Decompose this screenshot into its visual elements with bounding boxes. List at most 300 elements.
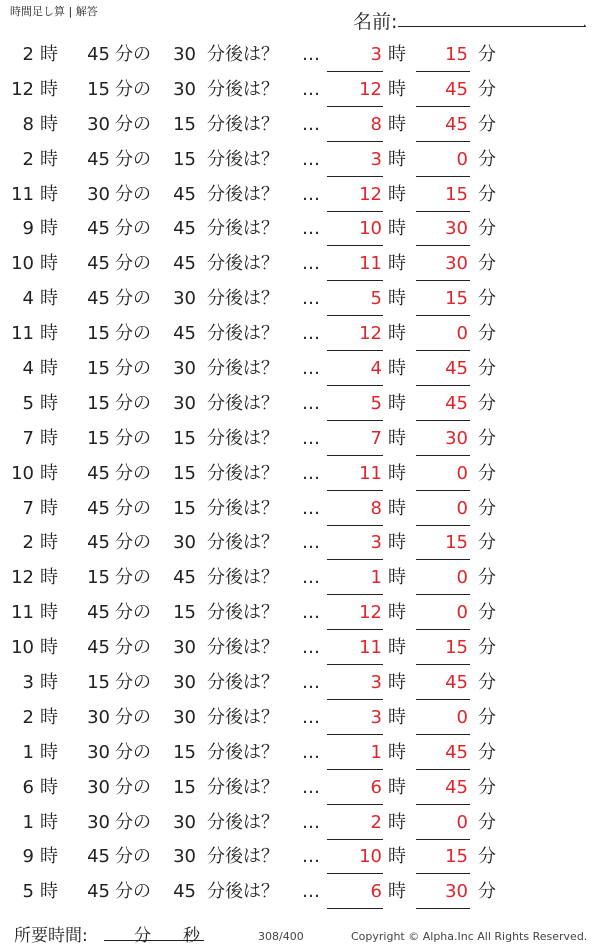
problem-row: [0, 666, 600, 701]
answer-hour: 10: [359, 218, 382, 240]
answer-hour-label: 時: [388, 113, 406, 135]
added-minutes: 30: [173, 44, 196, 65]
answer-minute-underline: [416, 769, 470, 770]
minutes-later-label: 分後は？: [207, 532, 279, 554]
answer-hour-label: 時: [388, 427, 406, 449]
answer-minute: 30: [445, 881, 468, 903]
time-minute-unit: 分: [134, 926, 151, 946]
answer-minute-label: 分: [478, 183, 496, 205]
start-minute: 30: [87, 183, 110, 205]
start-minute: 45: [87, 288, 110, 310]
added-minutes: 15: [173, 113, 196, 135]
answer-hour-underline: [327, 176, 383, 177]
start-minute: 15: [87, 672, 110, 694]
minute-of-label: 分の: [115, 532, 151, 554]
start-minute: 15: [87, 323, 110, 345]
problem-row: [0, 282, 600, 317]
start-hour: 3: [22, 672, 34, 694]
added-minutes: 45: [173, 881, 196, 903]
hour-label: 時: [40, 776, 58, 798]
answer-hour: 5: [370, 288, 382, 310]
answer-hour-label: 時: [388, 602, 406, 624]
answer-minute: 15: [445, 532, 468, 554]
answer-hour-underline: [327, 245, 383, 246]
answer-hour-label: 時: [388, 776, 406, 798]
answer-minute-label: 分: [478, 462, 496, 484]
answer-minute-underline: [416, 385, 470, 386]
answer-minute-label: 分: [478, 323, 496, 345]
answer-hour-label: 時: [388, 637, 406, 659]
answer-hour: 12: [359, 78, 382, 100]
answer-minute: 45: [445, 741, 468, 763]
answer-minute-underline: [416, 699, 470, 700]
problem-list: [0, 38, 600, 910]
added-minutes: 15: [173, 776, 196, 798]
answer-minute: 0: [456, 462, 468, 484]
minute-of-label: 分の: [115, 148, 151, 170]
answer-minute: 0: [456, 602, 468, 624]
answer-minute: 0: [456, 148, 468, 170]
answer-hour-label: 時: [388, 323, 406, 345]
answer-hour-underline: [327, 141, 383, 142]
answer-hour-underline: [327, 525, 383, 526]
added-minutes: 45: [173, 253, 196, 275]
minutes-later-label: 分後は？: [207, 672, 279, 694]
problem-row: [0, 806, 600, 841]
hour-label: 時: [40, 427, 58, 449]
start-minute: 45: [87, 218, 110, 240]
minutes-later-label: 分後は？: [207, 218, 279, 240]
minute-of-label: 分の: [115, 323, 151, 345]
start-minute: 30: [87, 706, 110, 728]
hour-label: 時: [40, 741, 58, 763]
hour-label: 時: [40, 637, 58, 659]
added-minutes: 30: [173, 358, 196, 380]
start-minute: 45: [87, 253, 110, 275]
answer-hour: 11: [359, 462, 382, 484]
answer-hour-label: 時: [388, 78, 406, 100]
start-hour: 1: [22, 741, 34, 763]
answer-hour-underline: [327, 839, 383, 840]
answer-minute-underline: [416, 420, 470, 421]
start-hour: 2: [22, 706, 34, 728]
answer-hour: 5: [370, 392, 382, 414]
minutes-later-label: 分後は？: [207, 358, 279, 380]
answer-minute-label: 分: [478, 113, 496, 135]
minute-of-label: 分の: [115, 602, 151, 624]
problem-row: [0, 701, 600, 736]
hour-label: 時: [40, 288, 58, 310]
minutes-later-label: 分後は？: [207, 427, 279, 449]
start-minute: 15: [87, 567, 110, 589]
answer-minute-underline: [416, 211, 470, 212]
answer-hour-label: 時: [388, 706, 406, 728]
ellipsis: …: [302, 846, 320, 868]
added-minutes: 30: [173, 706, 196, 728]
added-minutes: 30: [173, 846, 196, 868]
answer-minute-underline: [416, 106, 470, 107]
answer-minute-label: 分: [478, 532, 496, 554]
answer-minute-label: 分: [478, 288, 496, 310]
ellipsis: …: [302, 183, 320, 205]
start-minute: 30: [87, 776, 110, 798]
answer-hour-underline: [327, 385, 383, 386]
time-second-unit: 秒: [183, 926, 200, 946]
problem-row: [0, 596, 600, 631]
minute-of-label: 分の: [115, 253, 151, 275]
answer-minute: 15: [445, 288, 468, 310]
hour-label: 時: [40, 183, 58, 205]
ellipsis: …: [302, 462, 320, 484]
start-hour: 11: [11, 183, 34, 205]
answer-hour-underline: [327, 280, 383, 281]
page-number: 308/400: [258, 930, 304, 943]
answer-minute-underline: [416, 664, 470, 665]
start-hour: 8: [22, 113, 34, 135]
answer-minute-label: 分: [478, 148, 496, 170]
answer-hour-underline: [327, 106, 383, 107]
ellipsis: …: [302, 741, 320, 763]
answer-hour-underline: [327, 211, 383, 212]
start-minute: 45: [87, 602, 110, 624]
minutes-later-label: 分後は？: [207, 637, 279, 659]
minute-of-label: 分の: [115, 183, 151, 205]
hour-label: 時: [40, 78, 58, 100]
answer-minute: 0: [456, 323, 468, 345]
answer-minute: 45: [445, 358, 468, 380]
answer-minute-underline: [416, 490, 470, 491]
start-hour: 4: [22, 358, 34, 380]
ellipsis: …: [302, 78, 320, 100]
minutes-later-label: 分後は？: [207, 183, 279, 205]
answer-minute: 15: [445, 637, 468, 659]
start-minute: 30: [87, 741, 110, 763]
hour-label: 時: [40, 253, 58, 275]
problem-row: [0, 108, 600, 143]
answer-minute-underline: [416, 908, 470, 909]
answer-hour: 6: [370, 881, 382, 903]
answer-minute-label: 分: [478, 392, 496, 414]
answer-hour-label: 時: [388, 567, 406, 589]
hour-label: 時: [40, 218, 58, 240]
problem-row: [0, 526, 600, 561]
answer-hour-label: 時: [388, 253, 406, 275]
answer-hour-label: 時: [388, 462, 406, 484]
answer-minute: 0: [456, 497, 468, 519]
answer-hour-label: 時: [388, 846, 406, 868]
answer-minute-underline: [416, 559, 470, 560]
minute-of-label: 分の: [115, 776, 151, 798]
ellipsis: …: [302, 497, 320, 519]
minute-of-label: 分の: [115, 881, 151, 903]
added-minutes: 30: [173, 392, 196, 414]
answer-hour-underline: [327, 769, 383, 770]
answer-hour: 10: [359, 846, 382, 868]
answer-minute-underline: [416, 629, 470, 630]
minute-of-label: 分の: [115, 637, 151, 659]
minutes-later-label: 分後は？: [207, 392, 279, 414]
answer-minute-label: 分: [478, 44, 496, 65]
start-minute: 45: [87, 846, 110, 868]
answer-minute: 30: [445, 218, 468, 240]
hour-label: 時: [40, 881, 58, 903]
answer-hour: 2: [370, 811, 382, 833]
answer-minute-underline: [416, 245, 470, 246]
answer-minute-underline: [416, 734, 470, 735]
ellipsis: …: [302, 253, 320, 275]
ellipsis: …: [302, 881, 320, 903]
added-minutes: 15: [173, 602, 196, 624]
added-minutes: 15: [173, 427, 196, 449]
ellipsis: …: [302, 602, 320, 624]
start-minute: 45: [87, 148, 110, 170]
problem-row: [0, 771, 600, 806]
problem-row: [0, 38, 600, 73]
hour-label: 時: [40, 358, 58, 380]
answer-minute-label: 分: [478, 811, 496, 833]
minutes-later-label: 分後は？: [207, 148, 279, 170]
answer-hour-label: 時: [388, 881, 406, 903]
answer-hour-underline: [327, 734, 383, 735]
minutes-later-label: 分後は？: [207, 776, 279, 798]
answer-hour: 3: [370, 532, 382, 554]
problem-row: [0, 352, 600, 387]
minute-of-label: 分の: [115, 392, 151, 414]
minute-of-label: 分の: [115, 44, 151, 65]
problem-row: [0, 457, 600, 492]
ellipsis: …: [302, 776, 320, 798]
answer-minute-label: 分: [478, 358, 496, 380]
minutes-later-label: 分後は？: [207, 78, 279, 100]
answer-minute: 45: [445, 113, 468, 135]
answer-hour-underline: [327, 594, 383, 595]
answer-hour-underline: [327, 629, 383, 630]
answer-minute-label: 分: [478, 427, 496, 449]
answer-minute-underline: [416, 525, 470, 526]
answer-minute-label: 分: [478, 776, 496, 798]
minute-of-label: 分の: [115, 78, 151, 100]
problem-row: [0, 631, 600, 666]
added-minutes: 15: [173, 741, 196, 763]
start-minute: 45: [87, 44, 110, 65]
answer-minute: 0: [456, 811, 468, 833]
answer-hour-underline: [327, 559, 383, 560]
answer-minute: 45: [445, 672, 468, 694]
name-line-dot: .: [583, 16, 587, 29]
answer-minute-underline: [416, 594, 470, 595]
answer-minute-label: 分: [478, 253, 496, 275]
minute-of-label: 分の: [115, 358, 151, 380]
answer-hour: 3: [370, 44, 382, 65]
start-hour: 5: [22, 392, 34, 414]
problem-row: [0, 492, 600, 527]
minutes-later-label: 分後は？: [207, 288, 279, 310]
problem-row: [0, 143, 600, 178]
answer-hour: 12: [359, 323, 382, 345]
minute-of-label: 分の: [115, 218, 151, 240]
problem-row: [0, 875, 600, 910]
start-hour: 7: [22, 427, 34, 449]
answer-hour: 1: [370, 741, 382, 763]
problem-row: [0, 561, 600, 596]
ellipsis: …: [302, 672, 320, 694]
added-minutes: 30: [173, 78, 196, 100]
start-hour: 4: [22, 288, 34, 310]
answer-minute-underline: [416, 455, 470, 456]
answer-hour: 6: [370, 776, 382, 798]
answer-hour-underline: [327, 71, 383, 72]
problem-row: [0, 212, 600, 247]
minute-of-label: 分の: [115, 497, 151, 519]
minute-of-label: 分の: [115, 672, 151, 694]
answer-minute: 0: [456, 706, 468, 728]
answer-minute-label: 分: [478, 497, 496, 519]
answer-hour: 11: [359, 253, 382, 275]
answer-minute-label: 分: [478, 602, 496, 624]
ellipsis: …: [302, 218, 320, 240]
answer-hour: 12: [359, 602, 382, 624]
added-minutes: 45: [173, 183, 196, 205]
answer-hour: 3: [370, 706, 382, 728]
hour-label: 時: [40, 497, 58, 519]
ellipsis: …: [302, 567, 320, 589]
start-minute: 45: [87, 462, 110, 484]
answer-hour-label: 時: [388, 532, 406, 554]
minutes-later-label: 分後は？: [207, 497, 279, 519]
added-minutes: 30: [173, 637, 196, 659]
answer-hour-label: 時: [388, 392, 406, 414]
answer-minute-underline: [416, 350, 470, 351]
answer-minute: 30: [445, 253, 468, 275]
start-minute: 30: [87, 113, 110, 135]
ellipsis: …: [302, 706, 320, 728]
answer-minute: 45: [445, 776, 468, 798]
start-minute: 45: [87, 637, 110, 659]
start-hour: 2: [22, 532, 34, 554]
answer-hour-label: 時: [388, 288, 406, 310]
start-hour: 12: [11, 567, 34, 589]
start-hour: 10: [11, 253, 34, 275]
added-minutes: 45: [173, 323, 196, 345]
answer-minute: 45: [445, 392, 468, 414]
minutes-later-label: 分後は？: [207, 602, 279, 624]
answer-minute-label: 分: [478, 672, 496, 694]
answer-hour: 4: [370, 358, 382, 380]
answer-minute-underline: [416, 873, 470, 874]
minute-of-label: 分の: [115, 427, 151, 449]
answer-minute: 30: [445, 427, 468, 449]
ellipsis: …: [302, 288, 320, 310]
answer-hour: 8: [370, 497, 382, 519]
hour-label: 時: [40, 462, 58, 484]
answer-minute: 0: [456, 567, 468, 589]
answer-hour-underline: [327, 699, 383, 700]
start-hour: 10: [11, 637, 34, 659]
answer-hour: 3: [370, 148, 382, 170]
problem-row: [0, 178, 600, 213]
hour-label: 時: [40, 602, 58, 624]
hour-label: 時: [40, 532, 58, 554]
name-line: [398, 26, 586, 27]
answer-hour-underline: [327, 455, 383, 456]
start-minute: 45: [87, 532, 110, 554]
minute-of-label: 分の: [115, 567, 151, 589]
answer-minute-underline: [416, 176, 470, 177]
added-minutes: 30: [173, 532, 196, 554]
answer-hour-label: 時: [388, 148, 406, 170]
answer-minute-label: 分: [478, 567, 496, 589]
answer-minute-label: 分: [478, 706, 496, 728]
start-hour: 5: [22, 881, 34, 903]
answer-hour-label: 時: [388, 672, 406, 694]
added-minutes: 30: [173, 672, 196, 694]
problem-row: [0, 387, 600, 422]
added-minutes: 30: [173, 288, 196, 310]
problem-row: [0, 317, 600, 352]
added-minutes: 15: [173, 148, 196, 170]
answer-minute: 45: [445, 78, 468, 100]
ellipsis: …: [302, 358, 320, 380]
hour-label: 時: [40, 323, 58, 345]
time-taken-label: 所要時間:: [14, 926, 88, 946]
added-minutes: 45: [173, 218, 196, 240]
answer-hour-label: 時: [388, 497, 406, 519]
start-hour: 1: [22, 811, 34, 833]
answer-minute-label: 分: [478, 881, 496, 903]
minute-of-label: 分の: [115, 462, 151, 484]
added-minutes: 45: [173, 567, 196, 589]
start-hour: 9: [22, 846, 34, 868]
answer-minute-label: 分: [478, 218, 496, 240]
minutes-later-label: 分後は？: [207, 846, 279, 868]
answer-minute-underline: [416, 141, 470, 142]
start-minute: 30: [87, 811, 110, 833]
answer-minute-underline: [416, 71, 470, 72]
hour-label: 時: [40, 392, 58, 414]
hour-label: 時: [40, 113, 58, 135]
answer-hour-underline: [327, 804, 383, 805]
copyright: Copyright © Alpha.Inc All Rights Reserved.: [351, 930, 588, 943]
ellipsis: …: [302, 637, 320, 659]
start-minute: 15: [87, 427, 110, 449]
minute-of-label: 分の: [115, 706, 151, 728]
answer-minute-underline: [416, 280, 470, 281]
minutes-later-label: 分後は？: [207, 811, 279, 833]
minute-of-label: 分の: [115, 811, 151, 833]
hour-label: 時: [40, 846, 58, 868]
answer-hour-label: 時: [388, 183, 406, 205]
answer-minute-label: 分: [478, 78, 496, 100]
start-minute: 15: [87, 78, 110, 100]
answer-hour: 11: [359, 637, 382, 659]
added-minutes: 15: [173, 497, 196, 519]
start-hour: 2: [22, 148, 34, 170]
answer-minute: 15: [445, 846, 468, 868]
minutes-later-label: 分後は？: [207, 462, 279, 484]
answer-hour: 7: [370, 427, 382, 449]
problem-row: [0, 422, 600, 457]
hour-label: 時: [40, 672, 58, 694]
minutes-later-label: 分後は？: [207, 881, 279, 903]
answer-hour: 3: [370, 672, 382, 694]
start-minute: 15: [87, 392, 110, 414]
hour-label: 時: [40, 44, 58, 65]
problem-row: [0, 247, 600, 282]
ellipsis: …: [302, 113, 320, 135]
minute-of-label: 分の: [115, 113, 151, 135]
answer-hour: 8: [370, 113, 382, 135]
problem-row: [0, 840, 600, 875]
